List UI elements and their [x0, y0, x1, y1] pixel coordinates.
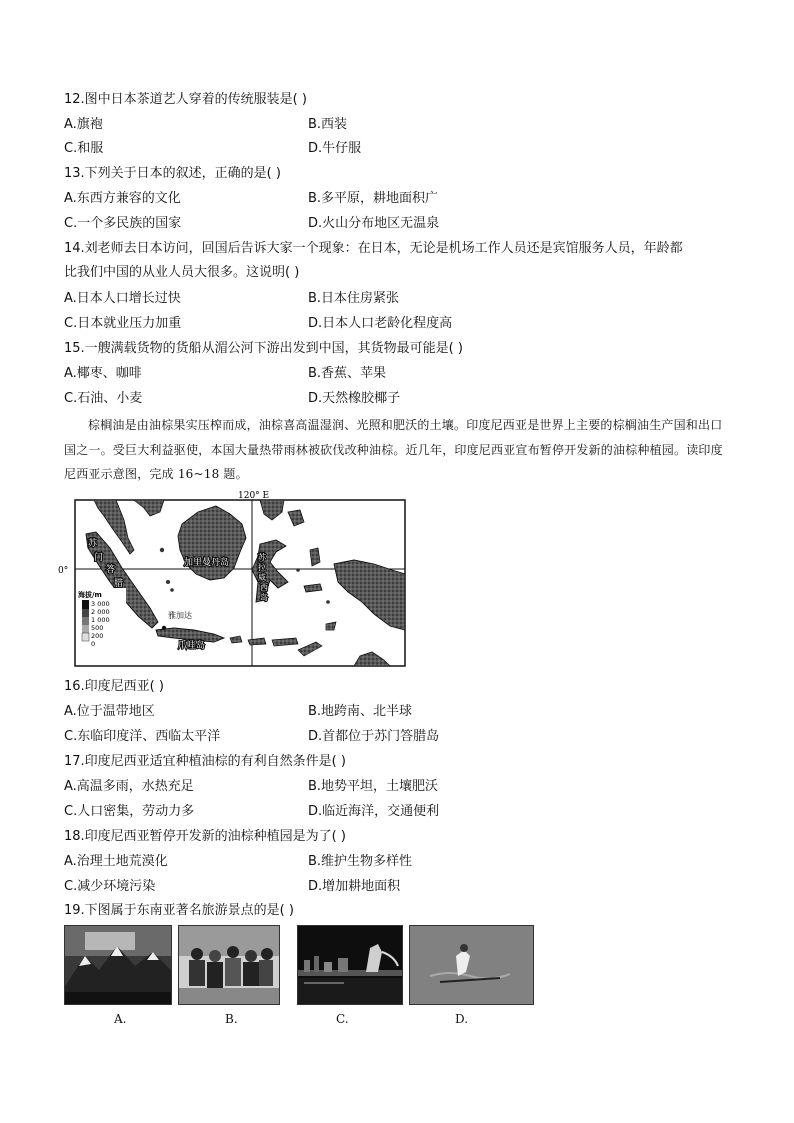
islet — [160, 548, 164, 552]
q16-option-a: A.位于温带地区 — [64, 704, 155, 719]
photo-option-d — [409, 925, 534, 1005]
photo-option-b — [178, 925, 280, 1005]
q13-option-c: C.一个多民族的国家 — [64, 216, 182, 231]
q18-stem: 18.印度尼西亚暂停开发新的油棕种植园是为了( ) — [64, 829, 346, 844]
legend-swatch-1000 — [82, 617, 89, 625]
q18-option-d: D.增加耕地面积 — [308, 879, 401, 894]
legend-swatch-500 — [82, 625, 89, 633]
q15-option-c: C.石油、小麦 — [64, 391, 143, 406]
q17-option-c: C.人口密集，劳动力多 — [64, 804, 195, 819]
q13-option-b: B.多平原，耕地面积广 — [308, 191, 439, 206]
photo-label-c: C. — [336, 1012, 349, 1026]
label-kalimantan: 加里曼丹岛 — [184, 558, 230, 568]
legend-value-3000: 3 000 — [91, 600, 110, 608]
q14-stem-line1: 14.刘老师去日本访问，回国后告诉大家一个现象：在日本，无论是机场工作人员还是宾馆服务人员，年龄都 — [64, 241, 683, 256]
q14-option-d: D.日本人口老龄化程度高 — [308, 316, 453, 331]
q17-option-a: A.高温多雨，水热充足 — [64, 779, 194, 794]
q15-stem: 15.一艘满载货物的货船从湄公河下游出发到中国，其货物最可能是( ) — [64, 341, 463, 356]
q16-option-b: B.地跨南、北半球 — [308, 704, 413, 719]
q16-option-d: D.首都位于苏门答腊岛 — [308, 729, 440, 744]
q13-option-a: A.东西方兼容的文化 — [64, 191, 181, 206]
q19-stem: 19.下图属于东南亚著名旅游景点的是( ) — [64, 903, 294, 918]
latitude-label: 0° — [58, 566, 69, 576]
reading-passage: 棕榈油是由油棕果实压榨而成，油棕喜高温湿润、光照和肥沃的土壤。印度尼西亚是世界上主要的棕榈油生产国和出口国之一。受巨大利益驱使，本国大量热带雨林被砍伐改种油棕。近几年，印度尼西亚宣布暂停开发新的油棕种植园。读印度尼西亚示意图，完成 16~18 题。 — [64, 418, 723, 481]
photo-label-b: B. — [225, 1012, 238, 1026]
islet — [326, 600, 330, 604]
q12-option-d: D.牛仔服 — [308, 141, 362, 156]
label-sumatra-1: 苏 — [88, 539, 98, 549]
q14-stem-line2: 比我们中国的从业人员大很多。这说明( ) — [64, 265, 300, 280]
q13-option-d: D.火山分布地区无温泉 — [308, 216, 440, 231]
q18-option-b: B.维护生物多样性 — [308, 854, 413, 869]
q15-option-d: D.天然橡胶椰子 — [308, 391, 401, 406]
legend-value-500: 500 — [91, 624, 104, 632]
label-sumatra-3: 答 — [106, 565, 116, 575]
legend-value-2000: 2 000 — [91, 608, 110, 616]
q14-option-b: B.日本住房紧张 — [308, 291, 400, 306]
legend-value-200: 200 — [91, 632, 104, 640]
q14-option-a: A.日本人口增长过快 — [64, 291, 181, 306]
q14-option-c: C.日本就业压力加重 — [64, 316, 182, 331]
q16-stem: 16.印度尼西亚( ) — [64, 679, 164, 694]
longitude-label: 120° E — [238, 491, 270, 501]
photo-option-a — [64, 925, 172, 1005]
label-sulawesi-1: 苏 — [258, 553, 266, 562]
q15-option-a: A.椰枣、咖啡 — [64, 366, 142, 381]
q12-option-a: A.旗袍 — [64, 117, 103, 132]
label-sumatra-4: 腊 — [114, 579, 124, 589]
q13-stem: 13.下列关于日本的叙述，正确的是( ) — [64, 166, 281, 181]
islet — [170, 588, 174, 592]
label-java: 爪哇岛 — [178, 641, 206, 651]
label-jakarta: 雅加达 — [168, 611, 192, 620]
legend-value-1000: 1 000 — [91, 616, 110, 624]
svg-text:岛: 岛 — [260, 593, 268, 602]
q17-option-b: B.地势平坦，土壤肥沃 — [308, 779, 439, 794]
legend-title: 海拔/m — [78, 591, 102, 599]
photo-label-d: D. — [455, 1012, 469, 1026]
svg-text:拉: 拉 — [258, 563, 266, 572]
legend-value-0: 0 — [91, 640, 96, 648]
q18-option-c: C.减少环境污染 — [64, 879, 156, 894]
q17-option-d: D.临近海洋，交通便利 — [308, 804, 440, 819]
q12-option-c: C.和服 — [64, 141, 104, 156]
islet — [166, 580, 170, 584]
photo-option-c — [297, 925, 403, 1005]
photo-label-a: A. — [114, 1012, 127, 1026]
q15-option-b: B.香蕉、苹果 — [308, 366, 387, 381]
svg-text:西: 西 — [260, 583, 268, 592]
q17-stem: 17.印度尼西亚适宜种植油棕的有利自然条件是( ) — [64, 754, 346, 769]
islet — [296, 568, 300, 572]
q12-stem: 12.图中日本茶道艺人穿着的传统服装是( ) — [64, 92, 307, 107]
legend-swatch-200 — [82, 633, 89, 641]
legend-swatch-2000 — [82, 609, 89, 617]
q12-option-b: B.西装 — [308, 117, 348, 132]
q16-option-c: C.东临印度洋、西临太平洋 — [64, 729, 221, 744]
legend-swatch-3000 — [82, 600, 89, 609]
jakarta-marker — [162, 626, 166, 630]
label-sumatra-2: 门 — [94, 553, 104, 563]
svg-text:威: 威 — [258, 573, 266, 582]
q18-option-a: A.治理土地荒漠化 — [64, 854, 168, 869]
indonesia-map — [58, 490, 410, 668]
